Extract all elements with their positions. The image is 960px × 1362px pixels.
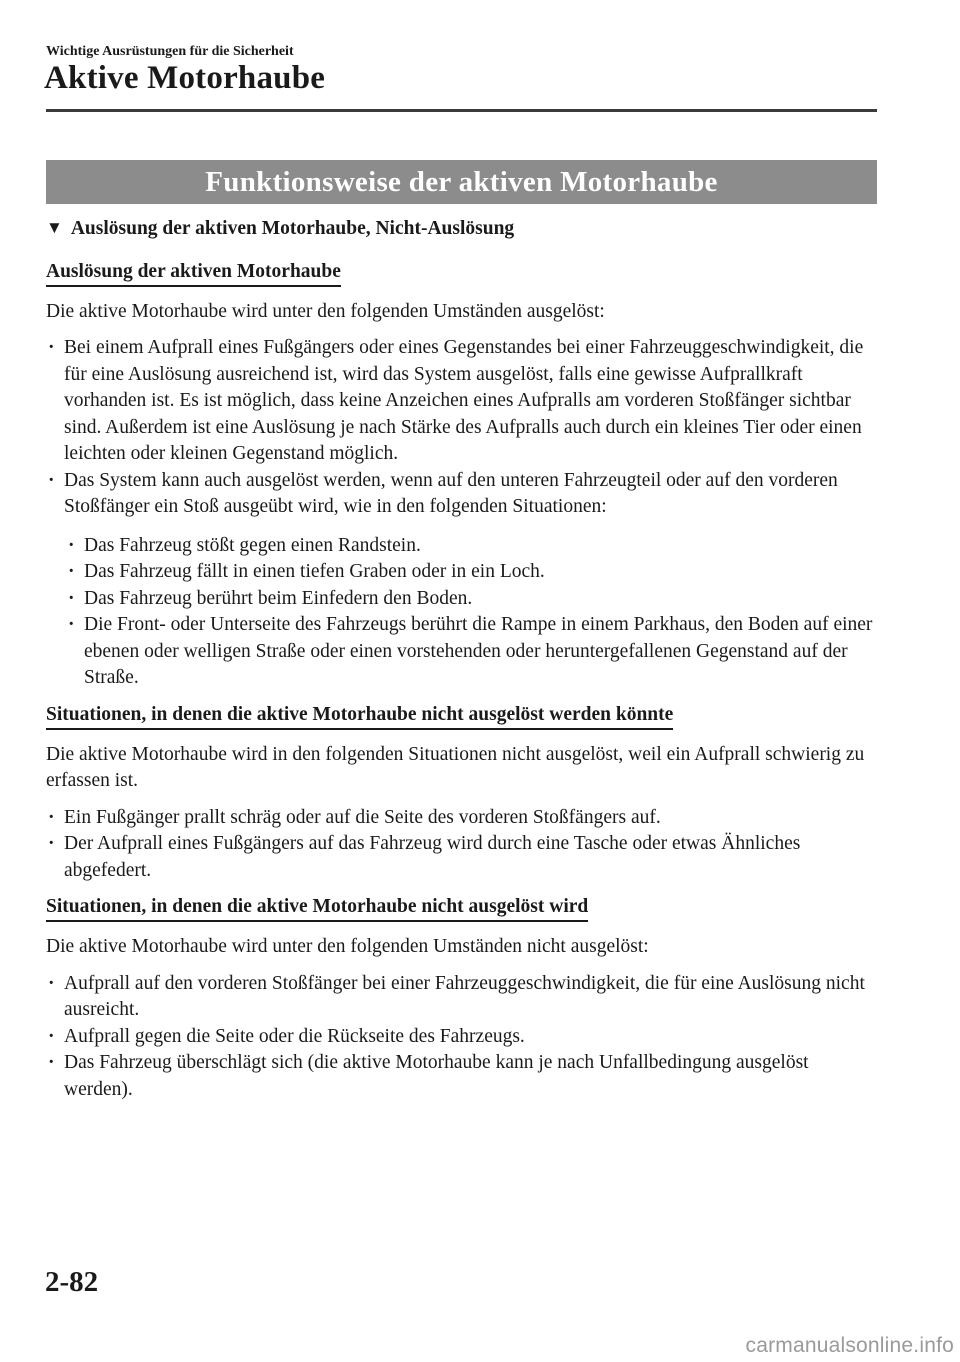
page-number: 2-82 — [45, 1266, 99, 1298]
section-title: Situationen, in denen die aktive Motorhaube nicht ausgelöst wird — [46, 896, 588, 922]
list-item: · Die Front- oder Unterseite des Fahrzeugs berührt die Rampe in einem Parkhaus, den Boden auf einer ebenen oder welligen Straße oder einen vorstehenden oder heruntergefallenen Gegenstand auf der Straße. — [66, 612, 876, 692]
chapter-title: Aktive Motorhaube — [44, 60, 326, 96]
section-title: Situationen, in denen die aktive Motorhaube nicht ausgelöst werden könnte — [46, 704, 673, 730]
subheading-text: Auslösung der aktiven Motorhaube, Nicht-Auslösung — [70, 218, 515, 239]
sub-bullet-list — [66, 533, 876, 692]
section-does-not-activate — [46, 894, 876, 1103]
section-intro: Die aktive Motorhaube wird in den folgenden Situationen nicht ausgelöst, weil ein Aufprall schwierig zu erfassen ist. — [46, 743, 865, 791]
chapter-divider — [46, 109, 877, 112]
section-title: Auslösung der aktiven Motorhaube — [46, 261, 341, 287]
list-item: · Aufprall gegen die Seite oder die Rückseite des Fahrzeugs. — [46, 1024, 876, 1051]
main-content — [46, 216, 876, 1113]
list-item: · Das Fahrzeug berührt beim Einfedern den Boden. — [66, 586, 876, 613]
triangle-down-icon: ▼ — [46, 218, 63, 237]
breadcrumb: Wichtige Ausrüstungen für die Sicherheit — [46, 44, 294, 59]
section-banner: Funktionsweise der aktiven Motorhaube — [46, 160, 877, 204]
list-item: · Ein Fußgänger prallt schräg oder auf die Seite des vorderen Stoßfängers auf. — [46, 805, 876, 832]
list-item: · Das Fahrzeug fällt in einen tiefen Graben oder in ein Loch. — [66, 559, 876, 586]
bullet-list — [46, 805, 876, 885]
bullet-list — [46, 971, 876, 1104]
list-item: · Das Fahrzeug überschlägt sich (die aktive Motorhaube kann je nach Unfallbedingung ausgelöst werden). — [46, 1050, 876, 1103]
section-may-not-activate — [46, 702, 876, 885]
subheading — [46, 216, 876, 243]
section-intro: Die aktive Motorhaube wird unter den folgenden Umständen ausgelöst: — [46, 300, 605, 322]
list-item: · Das Fahrzeug stößt gegen einen Randstein. — [66, 533, 876, 560]
list-item: · Das System kann auch ausgelöst werden, wenn auf den unteren Fahrzeugteil oder auf den vorderen Stoßfänger ein Stoß ausgeübt wird, wie in den folgenden Situationen: — [46, 468, 876, 521]
watermark: carmanualsonline.info — [745, 1334, 954, 1357]
bullet-list — [46, 335, 876, 521]
list-item: · Bei einem Aufprall eines Fußgängers oder eines Gegenstandes bei einer Fahrzeuggeschwindigkeit, die für eine Auslösung ausreichend ist, wird das System ausgelöst, falls eine gewisse Aufprallkraft vorhanden ist. Es ist möglich, dass keine Anzeichen eines Aufpralls am vorderen Stoßfänger sichtbar sind. Außerdem ist eine Auslösung je nach Stärke des Aufpralls auch durch ein kleines Tier oder einen leichten oder kleinen Gegenstand möglich. — [46, 335, 876, 468]
section-intro: Die aktive Motorhaube wird unter den folgenden Umständen nicht ausgelöst: — [46, 936, 649, 957]
section-activation — [46, 259, 876, 692]
list-item: · Der Aufprall eines Fußgängers auf das Fahrzeug wird durch eine Tasche oder etwas Ähnliches abgefedert. — [46, 831, 876, 884]
list-item: · Aufprall auf den vorderen Stoßfänger bei einer Fahrzeuggeschwindigkeit, die für eine Auslösung nicht ausreicht. — [46, 971, 876, 1024]
